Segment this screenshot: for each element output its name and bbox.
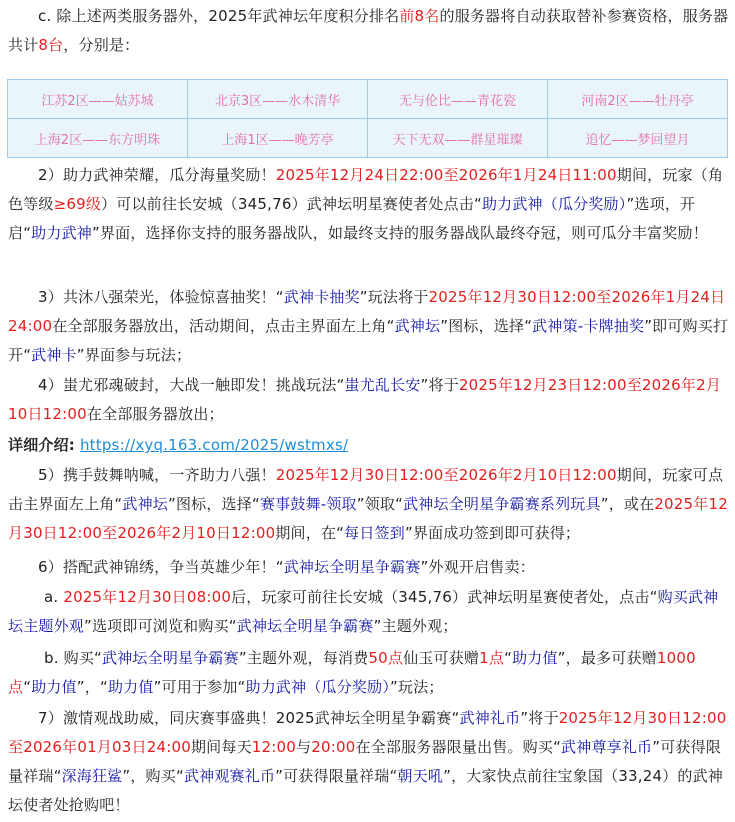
points-highlight: 50点 xyxy=(368,649,404,667)
option-highlight: 购买武神坛主题外观 xyxy=(8,588,719,635)
text: ”图标，选择“ xyxy=(440,317,533,335)
text: ”外观开启售卖： xyxy=(420,558,535,576)
text: 期间，玩家可点击主界面左上角“ xyxy=(8,466,724,513)
text: ”，“ xyxy=(76,678,108,696)
detail-label: 详细介绍: xyxy=(8,436,75,454)
table-row xyxy=(8,119,728,158)
icon-highlight: 武神坛 xyxy=(394,317,441,335)
text: “ xyxy=(23,678,32,696)
text: ”将于 xyxy=(520,709,559,727)
paragraph-6b xyxy=(8,644,730,702)
server-cell: 天下无双——群星璀璨 xyxy=(368,119,548,158)
text: ”玩法将于 xyxy=(359,288,429,306)
outfit-highlight: 武神坛全明星争霸赛 xyxy=(102,649,239,667)
time-highlight: 2025年12月24日22:00至2026年1月24日11:00 xyxy=(275,166,617,184)
text: 在全部服务器放出； xyxy=(86,405,224,423)
ui-highlight: 武神卡 xyxy=(31,346,77,364)
help-value-highlight: 助力值 xyxy=(107,678,154,696)
text: 5）携手鼓舞呐喊，一齐助力八强！ xyxy=(38,466,276,484)
text: ”界面，选择你支持的服务器战队，如最终支持的服务器战队最终夺冠，则可瓜分丰富奖励！ xyxy=(91,224,708,242)
time-highlight: 2025年12月30日12:00至2026年2月10日12:00 xyxy=(8,495,728,542)
table-row xyxy=(8,80,728,119)
text: 3）共沐八强荣光，体验惊喜抽奖！“ xyxy=(38,288,284,306)
time-highlight: 2025年12月30日12:00至2026年01月03日24:00 xyxy=(8,709,727,756)
coin-highlight: 武神尊享礼币 xyxy=(561,738,653,756)
ui-highlight: 每日签到 xyxy=(344,524,405,542)
text: ”图标，选择“ xyxy=(167,495,260,513)
text: ”将于 xyxy=(420,376,459,394)
paragraph-6 xyxy=(8,553,730,582)
paragraph-7 xyxy=(8,704,730,820)
text: 4）蚩尤邪魂破封，大战一触即发！挑战玩法“ xyxy=(38,376,345,394)
paragraph-3 xyxy=(8,283,730,370)
text: 在全部服务器放出，活动期间，点击主界面左上角“ xyxy=(52,317,395,335)
server-count-highlight: 8台 xyxy=(38,36,64,54)
text: ”，购买“ xyxy=(122,767,184,785)
text: ”玩法； xyxy=(390,678,444,696)
text: ”可用于参加“ xyxy=(153,678,246,696)
pet-highlight: 朝天吼 xyxy=(397,767,444,785)
help-value-highlight: 助力值 xyxy=(512,649,558,667)
rank-highlight: 前8名 xyxy=(399,7,440,25)
time-highlight: 20:00 xyxy=(311,738,356,756)
text: b. 购买“ xyxy=(44,649,103,667)
paragraph-6a xyxy=(8,583,730,641)
text: ”可获得限量祥瑞“ xyxy=(275,767,398,785)
paragraph-2 xyxy=(8,161,730,248)
time-highlight: 12:00 xyxy=(251,738,297,756)
level-highlight: ≥69级 xyxy=(53,195,102,213)
option-highlight: 赛事鼓舞-领取 xyxy=(259,495,357,513)
time-highlight: 2025年12月30日08:00 xyxy=(63,588,232,606)
text: ”可获得限量祥瑞“ xyxy=(8,738,722,785)
intro-text: c. 除上述两类服务器外，2025年武神坛年度积分排名 xyxy=(38,7,400,25)
intro-paragraph xyxy=(8,2,730,60)
text: 6）搭配武神锦绣，争当英雄少年！“ xyxy=(38,558,284,576)
server-cell: 上海2区——东方明珠 xyxy=(8,119,188,158)
text: “ xyxy=(504,649,513,667)
time-highlight: 2025年12月30日12:00至2026年1月24日24:00 xyxy=(8,288,726,335)
text: ”界面参与玩法； xyxy=(76,346,192,364)
text: 仙玉可获赠 xyxy=(403,649,480,667)
icon-highlight: 武神坛 xyxy=(122,495,168,513)
server-table xyxy=(7,79,728,158)
text: ”选项，开启“ xyxy=(8,195,696,242)
points-highlight: 1点 xyxy=(479,649,505,667)
game-highlight: 武神卡抽奖 xyxy=(283,288,360,306)
text: 7）激情观战助威，同庆赛事盛典！2025武神坛全明星争霸赛“ xyxy=(38,709,460,727)
text: ”选项即可浏览和购买“ xyxy=(84,617,237,635)
help-value-highlight: 助力值 xyxy=(31,678,77,696)
text: ”领取“ xyxy=(356,495,404,513)
server-cell: 上海1区——晚芳亭 xyxy=(188,119,368,158)
text: ”主题外观，每消费 xyxy=(238,649,369,667)
text: a. xyxy=(44,588,64,606)
text: 与 xyxy=(296,738,312,756)
intro-text: 的服务器将自动获取替补参赛资格，服务器共计 xyxy=(8,7,729,54)
intro-text: ，分别是： xyxy=(63,36,140,54)
option-highlight: 助力武神（瓜分奖励） xyxy=(481,195,627,213)
ui-highlight: 助力武神 xyxy=(31,224,92,242)
text: 期间，玩家（角色等级 xyxy=(8,166,724,213)
text: ”，或在 xyxy=(600,495,655,513)
option-highlight: 武神策-卡牌抽奖 xyxy=(532,317,645,335)
server-cell: 无与伦比——青花瓷 xyxy=(368,80,548,119)
pet-highlight: 深海狂鲨 xyxy=(61,767,123,785)
text: 在全部服务器限量出售。购买“ xyxy=(355,738,562,756)
time-highlight: 2025年12月23日12:00至2026年2月10日12:00 xyxy=(8,376,722,423)
coin-highlight: 武神礼币 xyxy=(459,709,521,727)
server-cell: 河南2区——牡丹亭 xyxy=(548,80,728,119)
text: ）可以前往长安城（345,76）武神坛明星赛使者处点击“ xyxy=(101,195,482,213)
text: 后，玩家可前往长安城（345,76）武神坛明星赛使者处，点击“ xyxy=(231,588,658,606)
server-cell: 追忆——梦回望月 xyxy=(548,119,728,158)
time-highlight: 2025年12月30日12:00至2026年2月10日12:00 xyxy=(275,466,617,484)
text: ”主题外观； xyxy=(373,617,458,635)
item-highlight: 武神坛全明星争霸赛系列玩具 xyxy=(403,495,601,513)
detail-line xyxy=(8,431,730,460)
text: ”即可购买打开“ xyxy=(8,317,729,364)
server-cell: 北京3区——水木清华 xyxy=(188,80,368,119)
text: 2）助力武神荣耀，瓜分海量奖励！ xyxy=(38,166,276,184)
coin-highlight: 武神观赛礼币 xyxy=(183,767,276,785)
server-cell: 江苏2区——姑苏城 xyxy=(8,80,188,119)
paragraph-5 xyxy=(8,461,730,548)
outfit-highlight: 武神坛全明星争霸赛 xyxy=(236,617,374,635)
text: 期间每天 xyxy=(190,738,252,756)
paragraph-4 xyxy=(8,371,730,429)
text: ”界面成功签到即可获得； xyxy=(404,524,581,542)
text: ”，大家快点前往宝象国（33,24）的武神坛使者处抢购吧！ xyxy=(8,767,724,814)
game-highlight: 蚩尤乱长安 xyxy=(344,376,421,394)
game-highlight: 助力武神（瓜分奖励） xyxy=(245,678,391,696)
text: 期间，在“ xyxy=(275,524,345,542)
points-highlight: 1000点 xyxy=(8,649,696,696)
text: ”，最多可获赠 xyxy=(557,649,657,667)
outfit-highlight: 武神坛全明星争霸赛 xyxy=(283,558,421,576)
detail-link[interactable]: https://xyq.163.com/2025/wstmxs/ xyxy=(79,436,349,454)
